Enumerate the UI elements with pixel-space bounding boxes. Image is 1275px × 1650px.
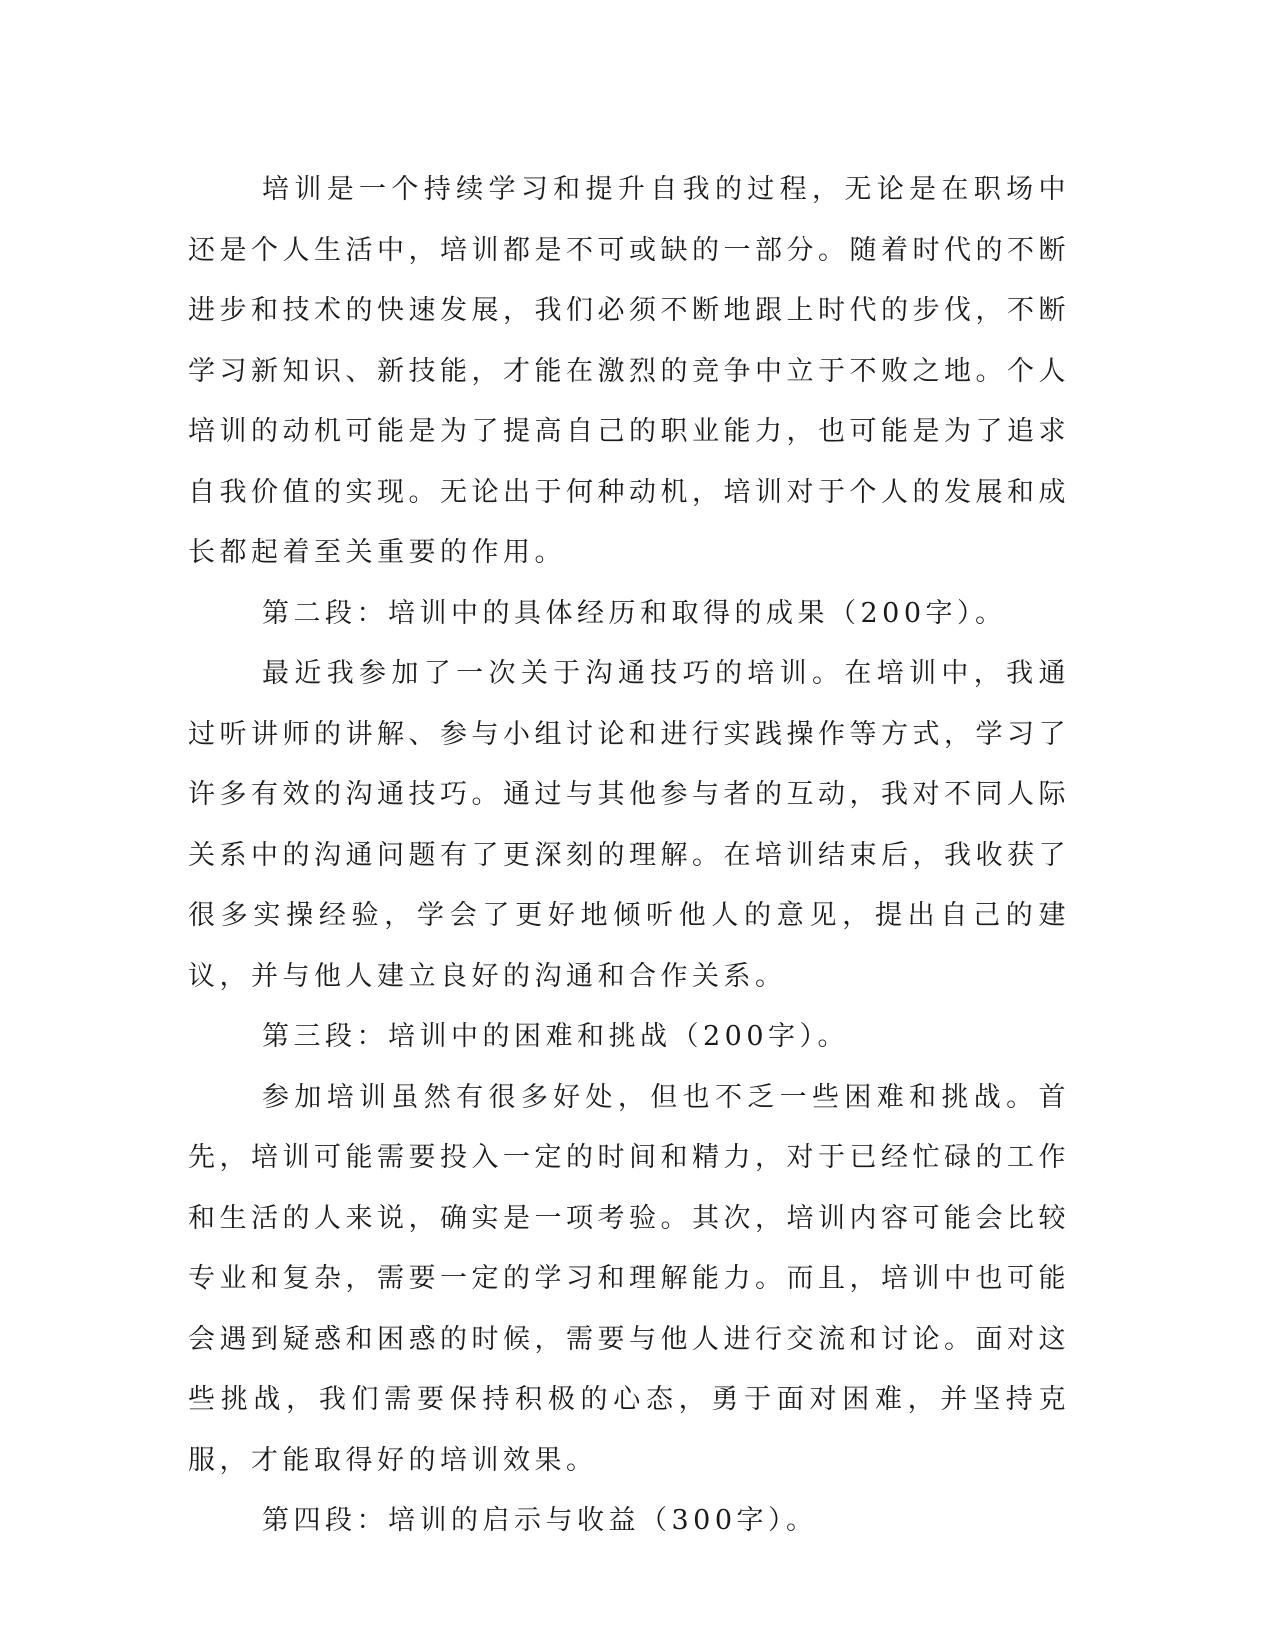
section-heading-2: 第二段：培训中的具体经历和取得的成果（200字）。	[262, 597, 1007, 629]
paragraph-intro: 培训是一个持续学习和提升自我的过程，无论是在职场中还是个人生活中，培训都是不可或缺的一部分。随着时代的不断进步和技术的快速发展，我们必须不断地跟上时代的步伐，不断学习新知识、新技能，才能在激烈的竞争中立于不败之地。个人培训的动机可能是为了提高自己的职业能力，也可能是为了追求自我价值的实现。无论出于何种动机，培训对于个人的发展和成长都起着至关重要的作用。	[188, 174, 1070, 568]
section-heading-4: 第四段：培训的启示与收益（300字）。	[262, 1505, 818, 1536]
document-body	[188, 160, 1070, 1552]
paragraph-experience: 最近我参加了一次关于沟通技巧的培训。在培训中，我通过听讲师的讲解、参与小组讨论和进行实践操作等方式，学习了许多有效的沟通技巧。通过与其他参与者的互动，我对不同人际关系中的沟通问题有了更深刻的理解。在培训结束后，我收获了很多实操经验，学会了更好地倾听他人的意见，提出自己的建议，并与他人建立良好的沟通和合作关系。	[188, 658, 1070, 992]
paragraph-challenges: 参加培训虽然有很多好处，但也不乏一些困难和挑战。首先，培训可能需要投入一定的时间和精力，对于已经忙碌的工作和生活的人来说，确实是一项考验。其次，培训内容可能会比较专业和复杂，需要一定的学习和理解能力。而且，培训中也可能会遇到疑惑和困惑的时候，需要与他人进行交流和讨论。面对这些挑战，我们需要保持积极的心态，勇于面对困难，并坚持克服，才能取得好的培训效果。	[188, 1081, 1070, 1476]
section-heading-3: 第三段：培训中的困难和挑战（200字）。	[262, 1021, 850, 1052]
